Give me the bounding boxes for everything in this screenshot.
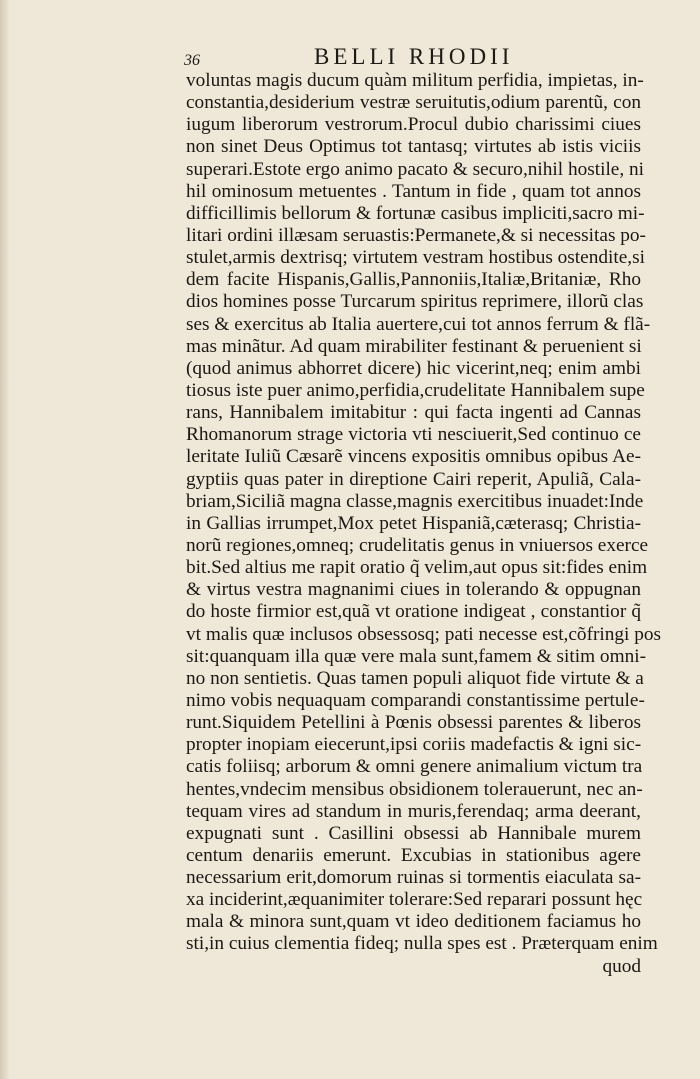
text-line: do hoste firmior est,quã vt oratione indigeat , constantior q̃ xyxy=(186,601,641,623)
text-line: xa inciderint,æquanimiter tolerare:Sed reparari possunt hęc xyxy=(186,889,643,911)
text-line: sit:quanquam illa quæ vere mala sunt,famem & sitim omni- xyxy=(186,645,646,667)
page-gutter-shadow xyxy=(0,0,10,1079)
text-line: dem facite Hispanis,Gallis,Pannoniis,Italiæ,Britaniæ, Rho xyxy=(186,269,641,291)
text-line: hil ominosum metuentes . Tantum in fide , quam tot annos xyxy=(186,180,641,202)
text-line: Rhomanorum strage victoria vti nesciuerit,Sed continuo ce xyxy=(186,424,641,446)
catchword: quod xyxy=(602,955,641,977)
text-line: non sinet Deus Optimus tot tantasq; virtutes ab istis viciis xyxy=(186,136,641,158)
text-line: expugnati sunt . Casillini obsessi ab Hannibale murem xyxy=(186,822,641,844)
text-line: catis foliisq; arborum & omni genere animalium victum tra xyxy=(186,756,643,778)
text-line: superari.Estote ergo animo pacato & securo,nihil hostile, ni xyxy=(186,158,644,180)
text-line: nimo vobis nequaquam comparandi constantissime pertule- xyxy=(186,689,645,711)
text-line: difficillimis bellorum & fortunæ casibus impliciti,sacro mi- xyxy=(186,202,645,224)
text-line: & virtus vestra magnanimi ciues in tolerando & oppugnan xyxy=(186,579,641,601)
text-line: dios homines posse Turcarum spiritus reprimere, illorũ clas xyxy=(186,291,644,313)
text-line: sti,in cuius clementia fideq; nulla spes est . Præterquam enim xyxy=(186,933,658,955)
text-line: mala & minora sunt,quam vt ideo deditionem faciamus ho xyxy=(186,911,641,933)
text-line: no non sentietis. Quas tamen populi aliquot fide virtute & a xyxy=(186,667,644,689)
text-line: iugum liberorum vestrorum.Procul dubio charissimi ciues xyxy=(186,114,641,136)
text-line: vt malis quæ inclusos obsessosq; pati necesse est,cõfringi pos xyxy=(186,623,662,645)
page-number: 36 xyxy=(184,52,200,69)
text-line: runt.Siquidem Petellini à Pœnis obsessi parentes & liberos xyxy=(186,712,641,734)
text-line: rans, Hannibalem imitabitur : qui facta ingenti ad Cannas xyxy=(186,402,641,424)
text-line: voluntas magis ducum quàm militum perfidia, impietas, in- xyxy=(186,70,644,91)
text-line: hentes,vndecim mensibus obsidionem tolerauerunt, nec an- xyxy=(186,778,643,800)
text-line: in Gallias irrumpet,Mox petet Hispaniã,cæterasq; Christia- xyxy=(186,512,641,534)
text-line: centum denariis emerunt. Excubias in stationibus agere xyxy=(186,844,641,866)
text-line: propter inopiam eiecerunt,ipsi coriis madefactis & igni sic- xyxy=(186,734,642,756)
text-line: tiosus iste puer animo,perfidia,crudelitate Hannibalem supe xyxy=(186,379,645,401)
text-line: norũ regiones,omneq; crudelitatis genus in vniuersos exerce xyxy=(186,534,649,556)
text-line: bit.Sed altius me rapit oratio q̃ velim,aut opus sit:fides enim xyxy=(186,557,648,579)
text-line: tequam vires ad standum in muris,ferendaq; arma deerant, xyxy=(186,800,641,822)
body-text xyxy=(186,70,662,978)
text-line: ses & exercitus ab Italia auertere,cui tot annos ferrum & flã- xyxy=(186,313,651,335)
text-line: mas minãtur. Ad quam mirabiliter festinant & peruenient si xyxy=(186,335,642,357)
text-line: gyptiis quas pater in direptione Cairi reperit, Apuliã, Cala- xyxy=(186,468,641,490)
text-line: constantia,desiderium vestræ seruitutis,odium parentũ, con xyxy=(186,92,641,114)
text-line: (quod animus abhorret dicere) hic vicerint,neq; enim ambi xyxy=(186,357,641,379)
text-line: stulet,armis dextrisq; virtutem vestram hostibus ostendite,si xyxy=(186,247,645,269)
text-line: briam,Siciliã magna classe,magnis exercitibus inuadet:Inde xyxy=(186,490,644,512)
text-line: leritate Iuliũ Cæsarẽ vincens expositis omnibus opibus Ae- xyxy=(186,446,641,468)
running-head: BELLI RHODII xyxy=(314,44,514,69)
text-line: litari ordini illæsam seruastis:Permanete,& si necessitas po- xyxy=(186,224,646,246)
text-line: necessarium erit,domorum ruinas si tormentis eiaculata sa- xyxy=(186,867,641,889)
